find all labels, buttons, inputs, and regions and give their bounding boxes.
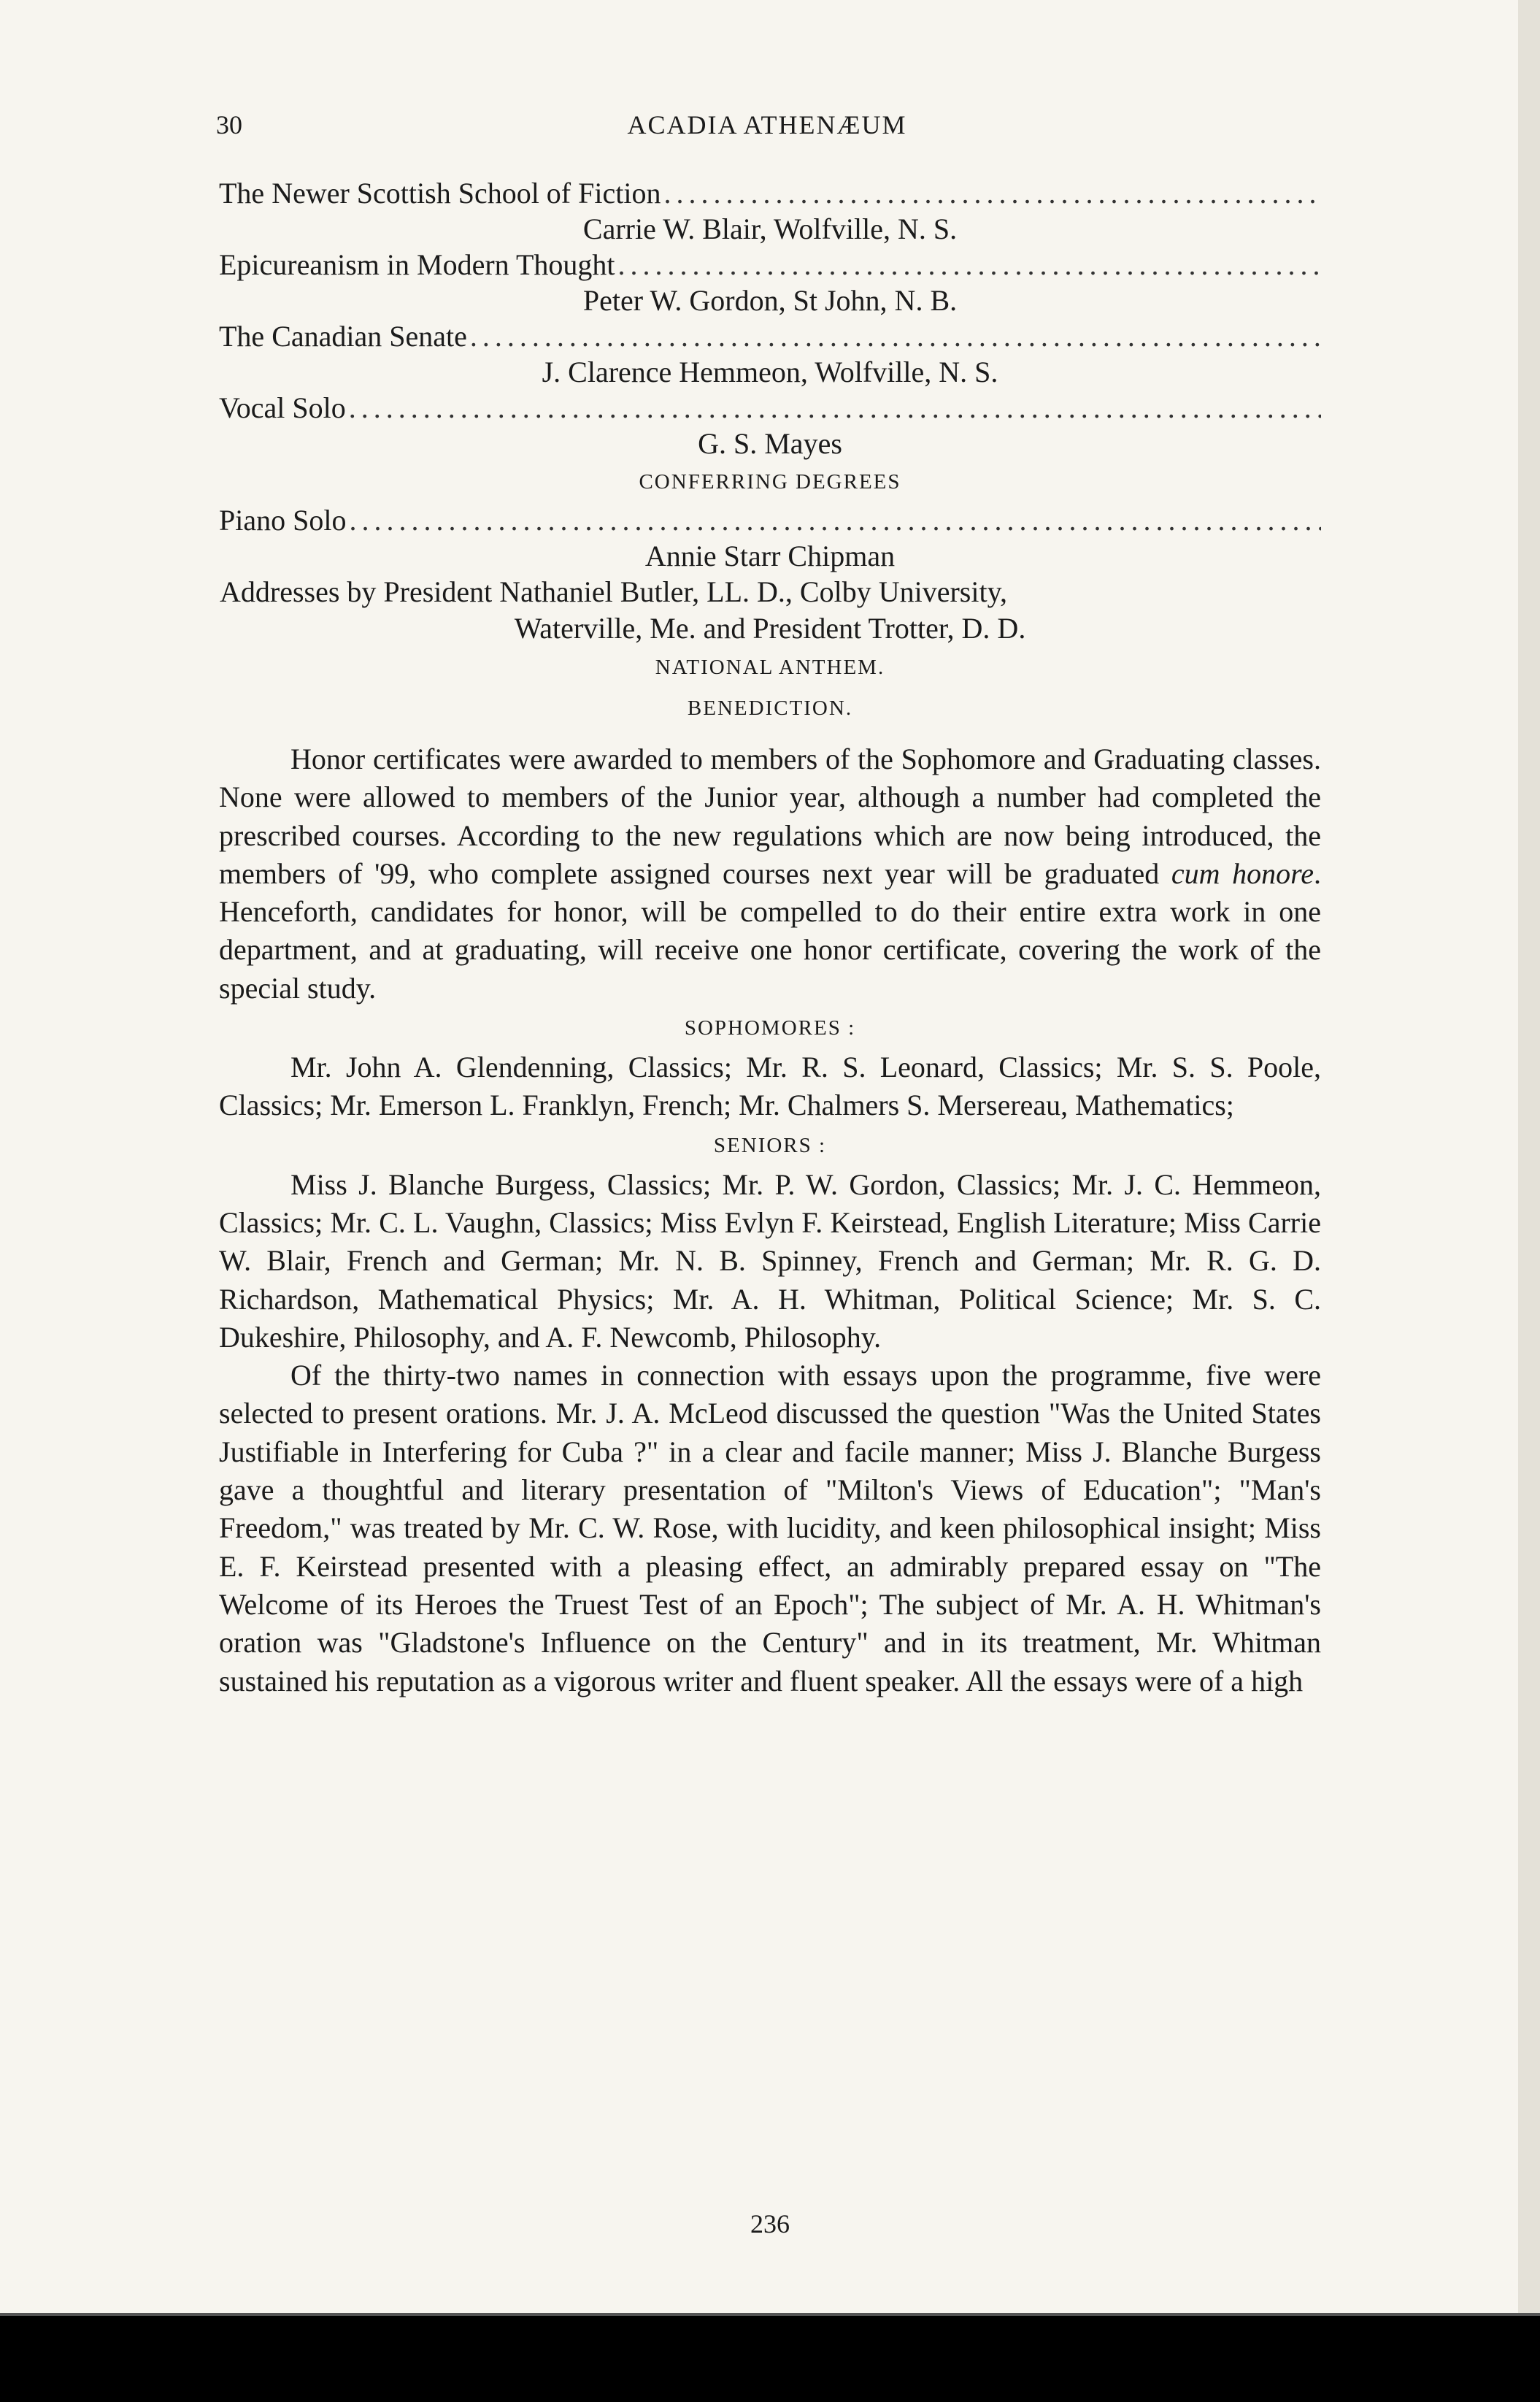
honors-text: Honor certificates were awarded to members of the Sophomore and Graduating classes. None were allowed to members of the Junior year, although a number had completed the prescribed courses. According to the new regulations which are now being introduced, the members of '99, who complete assigned courses next year will be graduated <box>219 743 1321 890</box>
seniors-paragraph: Miss J. Blanche Burgess, Classics; Mr. P. W. Gordon, Classics; Mr. J. C. Hemmeon, Classics; Mr. C. L. Vaughn, Classics; Miss Evlyn F. Keirstead, English Literature; Miss Carrie W. Blair, French and German; Mr. N. B. Spinney, French and German; Mr. R. G. D. Richardson, Mathematical Physics; Mr. A. H. Whitman, Political Science; Mr. S. C. Dukeshire, Philosophy, and A. F. Newcomb, Philosophy. <box>219 1167 1321 1354</box>
page-header <box>216 110 1318 153</box>
programme-title: Epicureanism in Modern Thought <box>219 248 615 281</box>
page-content <box>219 175 1321 1700</box>
honors-paragraph <box>219 740 1321 1008</box>
section-heading-sophomores: SOPHOMORES : <box>684 1016 856 1040</box>
addresses-line: Addresses by President Nathaniel Butler, LL. D., Colby University, <box>220 575 1007 608</box>
programme-heading: CONFERRING DEGREES <box>639 470 901 494</box>
programme-performer: Peter W. Gordon, St John, N. B. <box>582 284 958 317</box>
dot-leader <box>349 502 1321 538</box>
programme-row <box>219 502 1321 538</box>
programme-performer: Carrie W. Blair, Wolfville, N. S. <box>582 212 958 245</box>
programme-item <box>219 390 1321 461</box>
running-title: ACADIA ATHENÆUM <box>627 110 907 139</box>
section-heading-seniors: SENIORS : <box>713 1133 827 1157</box>
programme-item <box>219 247 1321 318</box>
programme-item <box>219 502 1321 574</box>
orations-paragraph: Of the thirty-two names in connection with essays upon the programme, five were selected to present orations. Mr. J. A. McLeod discussed the question "Was the United States Justifiable in Interfering for Cuba ?" in a clear and facile manner; Miss J. Blanche Burgess gave a thoughtful and literary presentation of "Milton's Views of Education"; "Man's Freedom," was treated by Mr. C. W. Rose, with lucidity, and keen philosophical insight; Miss E. F. Keirstead presented with a pleasing effect, an admirably prepared essay on "The Welcome of its Heroes the Truest Test of an Epoch"; The subject of Mr. A. H. Whitman's oration was "Gladstone's Influence on the Century" and in its treatment, Mr. Whitman sustained his reputation as a vigorous writer and fluent speaker. All the essays were of a high <box>219 1359 1321 1697</box>
page-number: 30 <box>216 110 242 139</box>
programme-performer: J. Clarence Hemmeon, Wolfville, N. S. <box>542 356 998 388</box>
dot-leader <box>470 318 1321 354</box>
dot-leader <box>663 175 1321 211</box>
sophomores-paragraph: Mr. John A. Glendenning, Classics; Mr. R. S. Leonard, Classics; Mr. S. S. Poole, Classics; Mr. Emerson L. Franklyn, French; Mr. Chalmers S. Mersereau, Mathematics; <box>219 1051 1321 1122</box>
programme-performer: G. S. Mayes <box>698 427 842 460</box>
dot-leader <box>349 390 1321 426</box>
programme-row <box>219 390 1321 426</box>
programme-row <box>219 247 1321 283</box>
honors-emphasis: cum honore <box>1171 856 1314 890</box>
programme-title: The Newer Scottish School of Fiction <box>219 177 661 210</box>
programme-title: Vocal Solo <box>219 391 346 424</box>
scan-bottom-bar <box>0 2316 1540 2402</box>
programme-item <box>219 175 1321 247</box>
honors-text: . Henceforth, candidates for honor, will be compelled to do their entire extra work in one department, and at graduating, will receive one honor certificate, covering the work of the special study. <box>219 856 1321 1005</box>
programme-row <box>219 175 1321 211</box>
programme-row <box>219 318 1321 354</box>
page-folio: 236 <box>750 2209 790 2238</box>
closing-item: BENEDICTION. <box>687 697 853 720</box>
programme-title: The Canadian Senate <box>219 320 467 353</box>
programme-item <box>219 318 1321 390</box>
dot-leader <box>618 247 1322 283</box>
closing-item: NATIONAL ANTHEM. <box>655 656 885 679</box>
scan-edge-shadow <box>1518 0 1540 2316</box>
programme-title: Piano Solo <box>219 504 347 537</box>
addresses-line: Waterville, Me. and President Trotter, D. D. <box>514 612 1026 645</box>
programme-performer: Annie Starr Chipman <box>644 540 896 572</box>
